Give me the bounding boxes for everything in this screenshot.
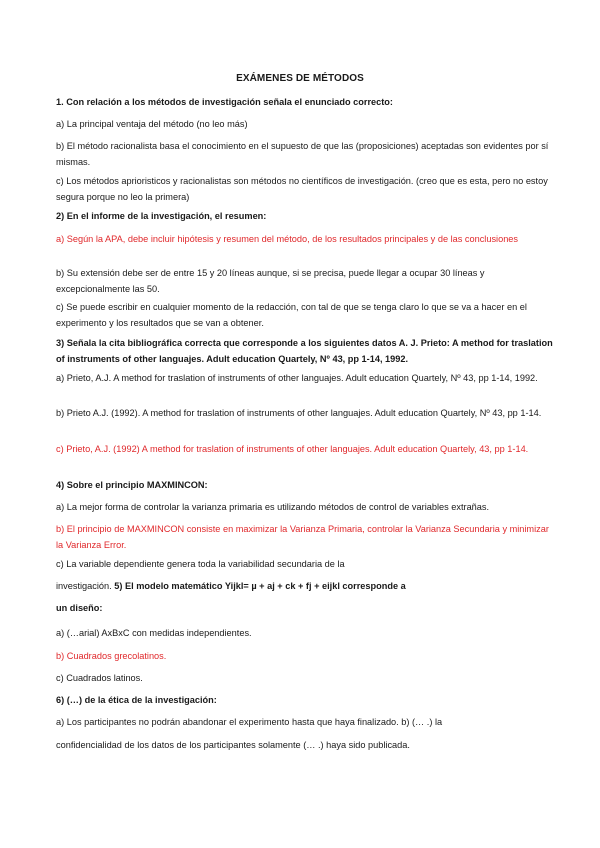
question-5-continuation: un diseño:: [56, 603, 103, 613]
question-1: 1. Con relación a los métodos de investigación señala el enunciado correcto:: [56, 97, 393, 107]
q4-option-a: a) La mejor forma de controlar la varianza primaria es utilizando métodos de control de variables extrañas.: [56, 502, 490, 512]
q4-option-c: c) La variable dependiente genera toda la variabilidad secundaria de la: [56, 559, 345, 569]
q2-option-a: a) Según la APA, debe incluir hipótesis y resumen del método, de los resultados principales y de las conclusiones: [56, 234, 519, 244]
q3-option-c: c) Prieto, A.J. (1992) A method for traslation of instruments of other languajes. Adult education Quartely, 43, pp 1-14.: [56, 444, 529, 454]
q4-option-c-continuation: investigación.: [56, 581, 112, 591]
q2-option-c: c) Se puede escribir en cualquier momento de la redacción, con tal de que se tenga claro lo que se va a hacer en el experimento y los resultados que se van a obtener.: [56, 302, 527, 328]
question-6: 6) (…) de la ética de la investigación:: [56, 695, 217, 705]
q5-option-a: a) (…arial) AxBxC con medidas independientes.: [56, 628, 252, 638]
question-5: 5) El modelo matemático Yijkl= µ + aj + ck + fj + eijkl corresponde a: [114, 581, 406, 591]
q3-option-b: b) Prieto A.J. (1992). A method for traslation of instruments of other languajes. Adult education Quartely, Nº 43, pp 1-14.: [56, 408, 542, 418]
q5-option-c: c) Cuadrados latinos.: [56, 673, 143, 683]
q1-option-b: b) El método racionalista basa el conocimiento en el supuesto de que las (proposiciones) aceptadas son evidentes por sí mismas.: [56, 141, 549, 167]
question-4: 4) Sobre el principio MAXMINCON:: [56, 480, 208, 490]
q6-text-line-1: a) Los participantes no podrán abandonar el experimento hasta que haya finalizado. b) (… .) la: [56, 717, 443, 727]
q6-text-line-2: confidencialidad de los datos de los participantes solamente (… .) haya sido publicada.: [56, 740, 410, 750]
question-3: 3) Señala la cita bibliográfica correcta que corresponde a los siguientes datos A. J. Prieto: A method for traslation of instruments of other languajes. Adult education Quartely, Nº 43, pp 1-14, 1992.: [56, 338, 553, 364]
q4-q5-line: [56, 578, 556, 594]
q2-option-b: b) Su extensión debe ser de entre 15 y 20 líneas aunque, si se precisa, puede llegar a ocupar 30 líneas y excepcionalmente las 50.: [56, 268, 485, 294]
question-2: 2) En el informe de la investigación, el resumen:: [56, 211, 267, 221]
document-title: EXÁMENES DE MÉTODOS: [236, 73, 364, 84]
q1-option-a: a) La principal ventaja del método (no leo más): [56, 119, 248, 129]
q1-option-c: c) Los métodos aprioristicos y racionalistas son métodos no científicos de investigación. (creo que es esta, pero no estoy segura porque no leo la primera): [56, 176, 548, 202]
q3-option-a: a) Prieto, A.J. A method for traslation of instruments of other languajes. Adult education Quartely, Nº 43, pp 1-14, 1992.: [56, 373, 538, 383]
q5-option-b: b) Cuadrados grecolatinos.: [56, 651, 167, 661]
q4-option-b: b) El principio de MAXMINCON consiste en maximizar la Varianza Primaria, controlar la Varianza Secundaria y minimizar la Varianza Error.: [56, 524, 549, 550]
